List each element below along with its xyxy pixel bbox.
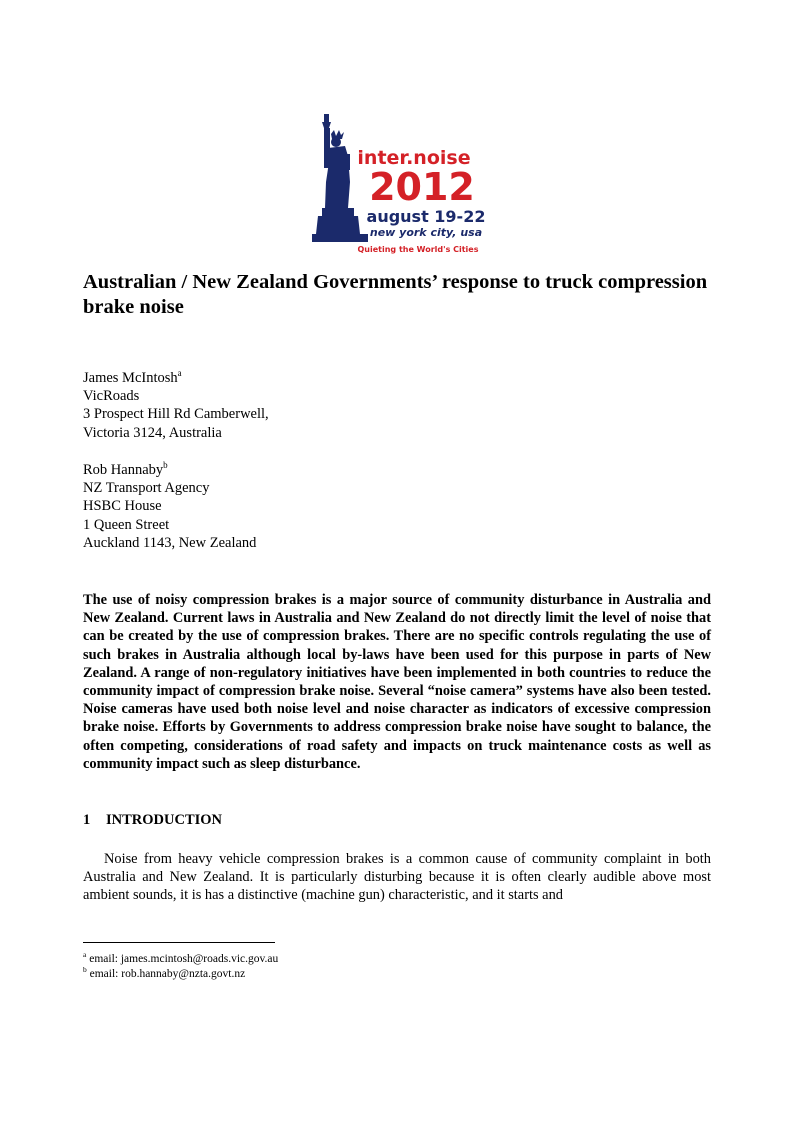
conference-logo	[312, 112, 494, 258]
section-heading	[83, 811, 222, 829]
author-affiliation-line: 1 Queen Street	[83, 516, 170, 533]
section-number: 1	[83, 812, 91, 828]
author-name: Rob Hannaby$^b$	[83, 460, 168, 478]
author-affiliation-line: 3 Prospect Hill Rd Camberwell,	[83, 406, 269, 423]
author-name: James McIntosh$^a$	[83, 368, 182, 386]
author-affiliation-line: VicRoads	[83, 388, 140, 405]
footnote-a: $^a$ email: james.mcintosh@roads.vic.gov.au	[83, 950, 279, 965]
author-affiliation-line: NZ Transport Agency	[83, 480, 210, 497]
author-affiliation-line: Auckland 1143, New Zealand	[83, 534, 257, 551]
statue-icon	[312, 114, 368, 242]
author-mark: a	[177, 368, 182, 379]
section-title: INTRODUCTION	[106, 812, 223, 828]
author-affiliation-line: HSBC House	[83, 498, 162, 515]
paper-title: Australian / New Zealand Governments’ response to truck compression brake noise	[83, 271, 708, 318]
logo-tagline: Quieting the World's Cities	[357, 245, 479, 254]
logo-line3: august 19-22	[366, 207, 486, 226]
abstract: The use of noisy compression brakes is a major source of community disturbance in Australia and New Zealand. Current laws in Australia and New Zealand do not directly limit the level of noise that can be created by the use of compression brakes. There are no specific controls regulating the use of such brakes in Australia although local by-laws have been used for this purpose in parts of New Zealand. A range of non-regulatory initiatives have been implemented in both countries to reduce the community impact of compression brake noise. Several “noise camera” systems have also been tested. Noise cameras have used both noise level and noise character as indicators of excessive compression brake noise. Efforts by Governments to address compression brake noise have sought to balance, the often competing, considerations of road safety and impacts on truck maintenance costs as well as community impact such as sleep disturbance.	[83, 592, 711, 772]
logo-line2: 2012	[369, 165, 475, 209]
author-affiliation-line: Victoria 3124, Australia	[83, 424, 222, 441]
author-block-2	[83, 461, 483, 552]
statue-of-liberty-logo	[312, 112, 494, 258]
author-block-1	[83, 369, 483, 442]
intro-paragraph: Noise from heavy vehicle compression brakes is a common cause of community complaint in both Australia and New Zealand. It is particularly disturbing because it is often clearly audible above most ambient sounds, it is has a distinctive (machine gun) characteristic, and it starts and	[83, 851, 711, 904]
logo-line4: new york city, usa	[369, 226, 483, 239]
footnote-divider	[83, 942, 275, 943]
footnote-b: $^b$ email: rob.hannaby@nzta.govt.nz	[83, 964, 246, 980]
author-mark: b	[163, 460, 168, 471]
footnotes	[83, 952, 278, 981]
logo-line1: inter.noise	[357, 147, 471, 169]
